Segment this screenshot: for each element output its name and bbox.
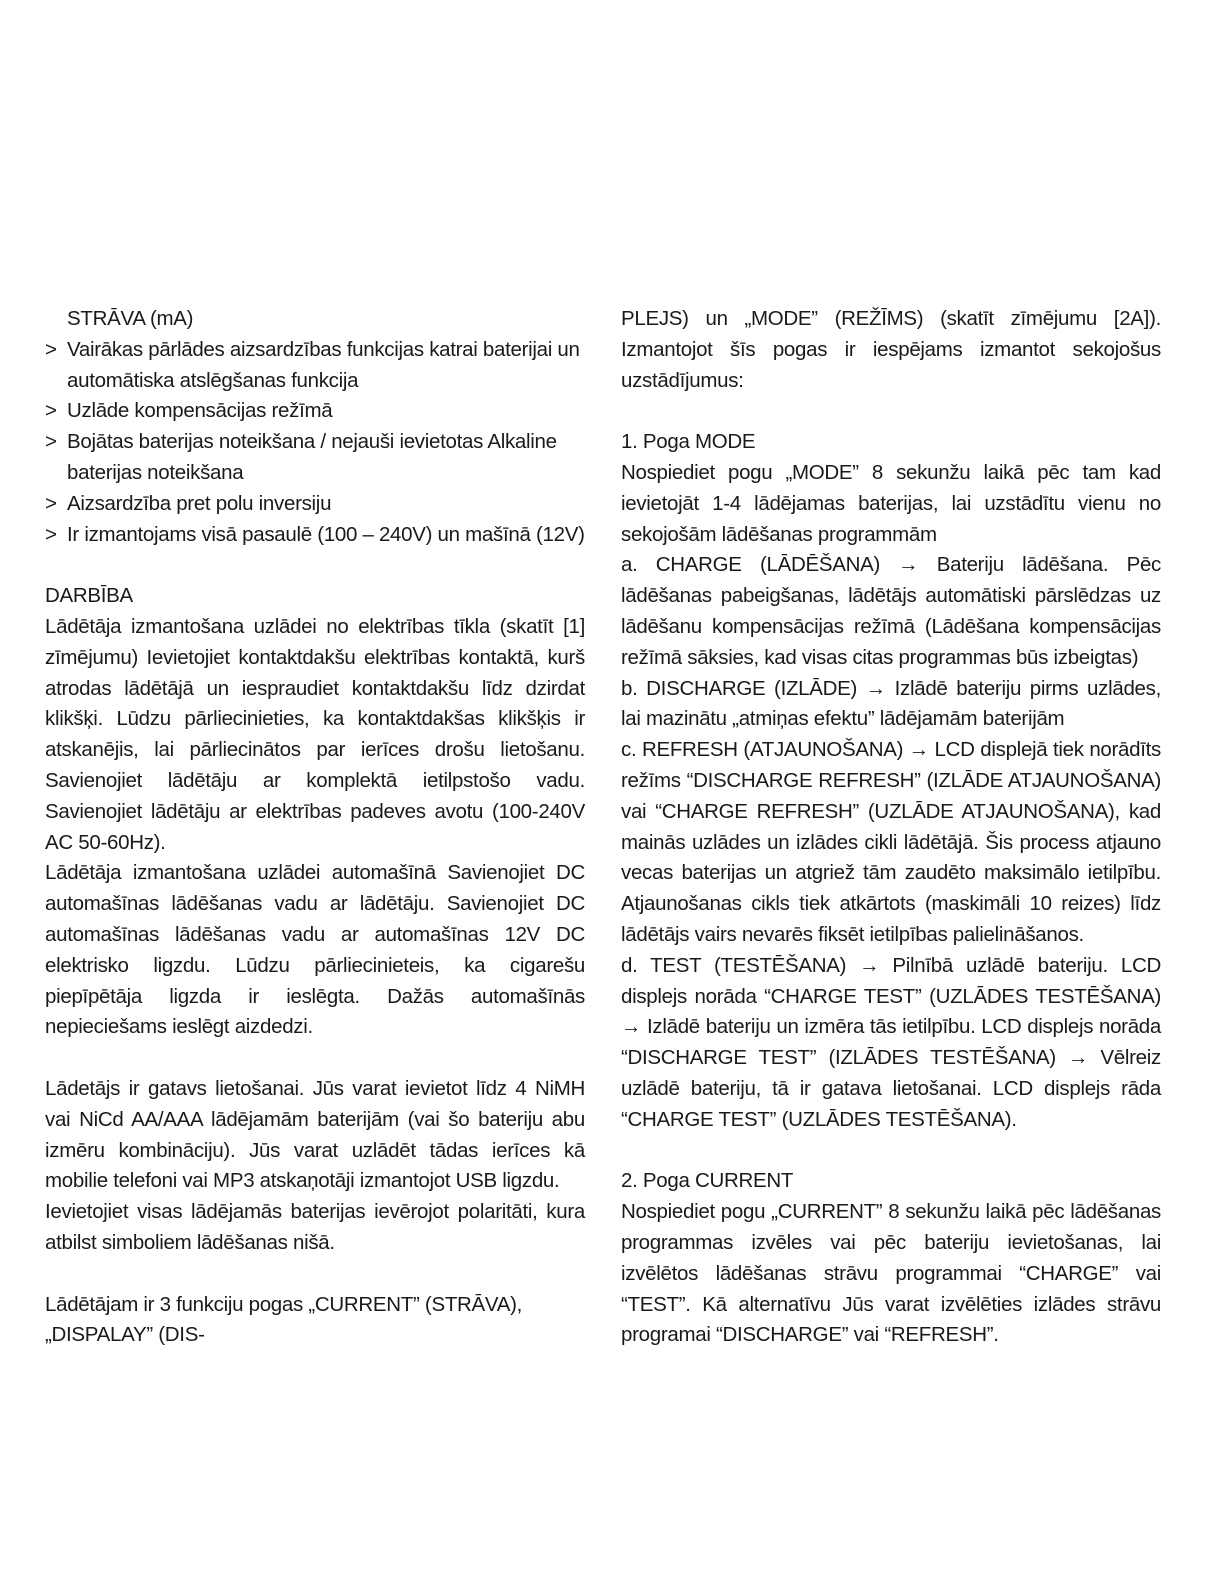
spacer xyxy=(621,396,1161,427)
paragraph-buttons-cont: PLEJS) un „MODE” (REŽĪMS) (skatīt zīmējumu [2A]). Izmantojot šīs pogas ir iespējams izmantot sekojošus uzstādījumus: xyxy=(621,307,1161,392)
current-title: 2. Poga CURRENT xyxy=(621,1169,794,1193)
bullet-item xyxy=(45,489,585,520)
bullet-item xyxy=(45,520,585,551)
mode-option-a: a. CHARGE (LĀDĒŠANA) → Bateriju lādēšana. Pēc lādēšanas pabeigšanas, lādētājs automātiski pārslēdzas uz lādēšanu kompensācijas režīmā (Lādēšana kompensācijas režīmā sāksies, kad visas citas programmas būs izbeigtas) xyxy=(621,553,1161,669)
bullet-marker: > xyxy=(45,430,57,454)
left-column xyxy=(45,304,585,1351)
bullet-text: Uzlāde kompensācijas režīmā xyxy=(67,399,333,423)
bullet-text: Vairākas pārlādes aizsardzības funkcijas katrai baterijai un automātiska atslēgšanas funkcija xyxy=(67,337,580,392)
paragraph-ready: Lādetājs ir gatavs lietošanai. Jūs varat ievietot līdz 4 NiMH vai NiCd AA/AAA lādējamām baterijām (vai šo bateriju abu izmēru kombināciju). Jūs varat uzlādēt tādas ierīces kā mobilie telefoni vai MP3 atskaņotāji izmantojot USB ligzdu. xyxy=(45,1076,585,1193)
section-heading: DARBĪBA xyxy=(45,584,133,608)
mode-option-d: d. TEST (TESTĒŠANA) → Pilnībā uzlādē bateriju. LCD displejs norāda “CHARGE TEST” (UZLĀDES TESTĒŠANA) → Izlādē bateriju un izmēra tās ietilpību. LCD displejs norāda “DISCHARGE TEST” (IZLĀDES TESTĒŠANA) → Vēlreiz uzlādē bateriju, tā ir gatava lietošanai. LCD displejs rāda “CHARGE TEST” (UZLĀDES TESTĒŠANA). xyxy=(621,953,1161,1131)
strava-line: STRĀVA (mA) xyxy=(67,307,194,330)
bullet-marker: > xyxy=(45,522,57,546)
bullet-marker: > xyxy=(45,491,57,515)
spacer xyxy=(45,1043,585,1074)
mode-title: 1. Poga MODE xyxy=(621,430,756,454)
current-text: Nospiediet pogu „CURRENT” 8 sekunžu laikā pēc lādēšanas programmas izvēles vai pēc bateriju ievietošanas, lai izvēlētos lādēšanas strāvu programmai “CHARGE” vai “TEST”. Kā alternatīvu Jūs varat izvēlēties izlādes strāvu programai “DISCHARGE” vai “REFRESH”. xyxy=(621,1200,1161,1347)
paragraph-mains-charging: Lādētāja izmantošana uzlādei no elektrības tīkla (skatīt [1] zīmējumu) Ievietojiet kontaktdakšu elektrības kontaktā, kurš atrodas lādētājā un iespraudiet kontaktdakšu līdz dzirdat klikšķi. Lūdzu pārliecinieties, ka kontaktdakšas klikšķis ir atskanējis, lai pārliecinātos par ierīces drošu lietošanu. Savienojiet lādētāju ar komplektā ietilpstošo vadu. Savienojiet lādētāju ar elektrības padeves avotu (100-240V AC 50-60Hz). xyxy=(45,614,585,854)
bullet-text: Bojātas baterijas noteikšana / nejauši ievietotas Alkaline baterijas noteikšana xyxy=(67,430,557,484)
spacer xyxy=(45,1259,585,1290)
mode-option-c: c. REFRESH (ATJAUNOŠANA) → LCD displejā tiek norādīts režīms “DISCHARGE REFRESH” (IZLĀDE ATJAUNOŠANA) vai “CHARGE REFRESH” (UZLĀDE ATJAUNOŠANA), kad mainās uzlādes un izlādes cikli lādētājā. Šis process atjauno vecas baterijas un atgriež tām zaudēto maksimālo ietilpību. Atjaunošanas cikls tiek atkārtots (maskimāli 10 reizes) līdz lādētājs vairs nevarēs fiksēt ietilpības palielināšanos. xyxy=(621,738,1161,946)
bullet-marker: > xyxy=(45,337,57,361)
bullet-item xyxy=(45,335,585,397)
spacer xyxy=(45,550,585,581)
right-column xyxy=(621,304,1161,1351)
spacer xyxy=(621,1136,1161,1167)
paragraph-polarity: Ievietojiet visas lādējamās baterijas ievērojot polaritāti, kura atbilst simboliem lādēšanas nišā. xyxy=(45,1200,585,1254)
bullet-text: Aizsardzība pret polu inversiju xyxy=(67,491,332,515)
bullet-item xyxy=(45,427,585,489)
paragraph-car-charging: Lādētāja izmantošana uzlādei automašīnā Savienojiet DC automašīnas lādēšanas vadu ar lādētāju. Savienojiet DC automašīnas lādēšanas vadu ar automašīnas 12V DC elektrisko ligzdu. Lūdzu pārliecinieteis, ka cigarešu piepīpētāja ligzda ir ieslēgta. Dažās automašīnās nepieciešams ieslēgt aizdedzi. xyxy=(45,861,585,1039)
paragraph-buttons: Lādētājam ir 3 funkciju pogas „CURRENT” (STRĀVA), „DISPALAY” (DIS- xyxy=(45,1292,523,1347)
mode-option-b: b. DISCHARGE (IZLĀDE) → Izlādē bateriju pirms uzlādes, lai mazinātu „atmiņas efektu” lādējamām baterijām xyxy=(621,676,1161,731)
bullet-item xyxy=(45,396,585,427)
bullet-text: Ir izmantojams visā pasaulē (100 – 240V) un mašīnā (12V) xyxy=(67,522,585,546)
mode-intro: Nospiediet pogu „MODE” 8 sekunžu laikā pēc tam kad ievietojāt 1-4 lādējamas baterijas, lai uzstādītu vienu no sekojošām lādēšanas programmām xyxy=(621,460,1161,546)
bullet-marker: > xyxy=(45,399,57,423)
